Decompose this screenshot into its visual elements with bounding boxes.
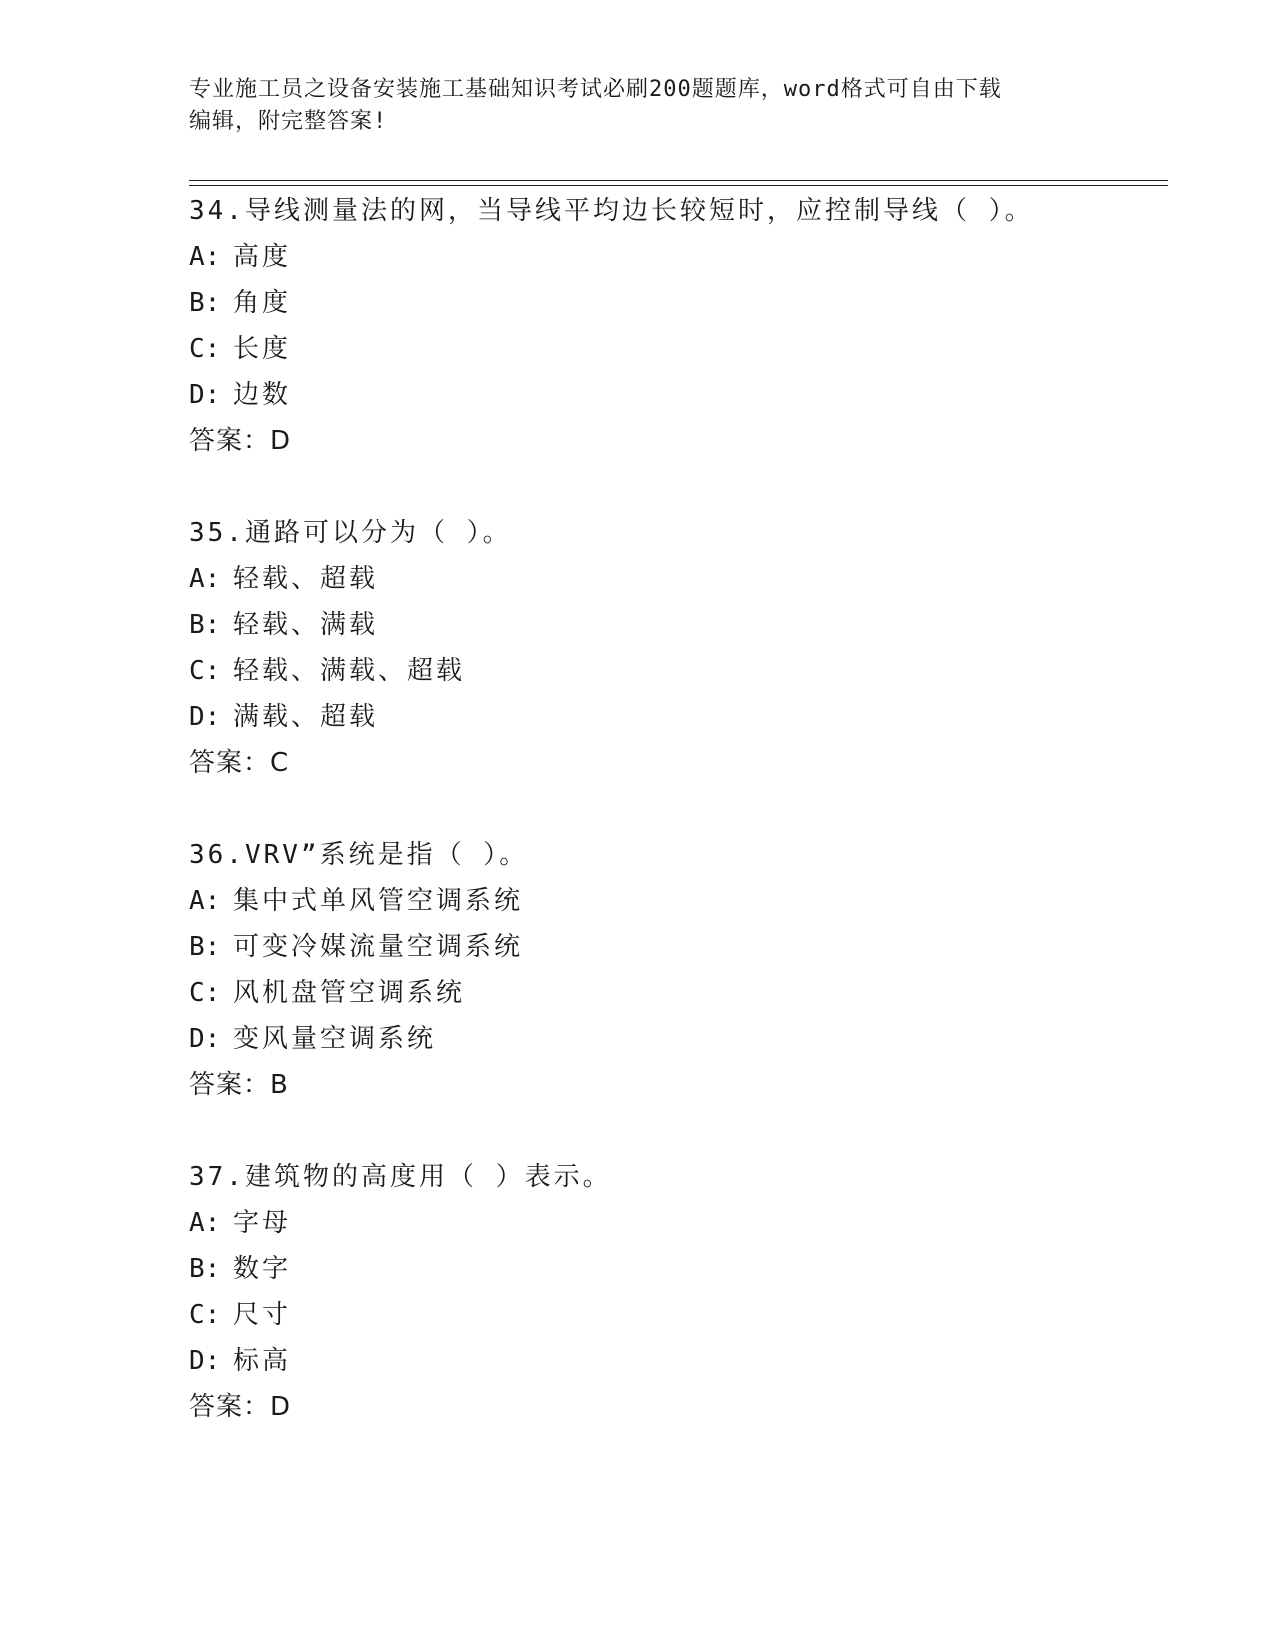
option-b xyxy=(189,1246,1179,1292)
option-text: 轻载、满载、超载 xyxy=(233,656,466,686)
option-letter: C: xyxy=(189,1300,221,1330)
option-a xyxy=(189,556,1179,602)
option-text: 风机盘管空调系统 xyxy=(233,978,466,1008)
answer-line: 答案：C xyxy=(189,748,290,778)
answer-line: 答案：B xyxy=(189,1070,289,1100)
question-34 xyxy=(189,188,1179,464)
question-37 xyxy=(189,1154,1179,1430)
question-36 xyxy=(189,832,1179,1108)
option-a xyxy=(189,234,1179,280)
option-b xyxy=(189,602,1179,648)
option-text: 角度 xyxy=(233,288,292,318)
option-a xyxy=(189,1200,1179,1246)
header-divider-top xyxy=(189,180,1168,181)
option-letter: D: xyxy=(189,380,221,410)
option-text: 轻载、超载 xyxy=(233,564,379,594)
option-b xyxy=(189,924,1179,970)
option-letter: B: xyxy=(189,932,221,962)
option-letter: A: xyxy=(189,886,221,916)
document-header xyxy=(189,74,1089,138)
option-d xyxy=(189,372,1179,418)
option-c xyxy=(189,1292,1179,1338)
option-letter: A: xyxy=(189,564,221,594)
option-letter: B: xyxy=(189,288,221,318)
option-letter: C: xyxy=(189,978,221,1008)
option-d xyxy=(189,694,1179,740)
option-text: 长度 xyxy=(233,334,292,364)
header-line-2: 编辑，附完整答案! xyxy=(189,109,388,134)
option-letter: D: xyxy=(189,1346,221,1376)
option-letter: A: xyxy=(189,242,221,272)
option-a xyxy=(189,878,1179,924)
option-c xyxy=(189,970,1179,1016)
option-letter: A: xyxy=(189,1208,221,1238)
option-c xyxy=(189,326,1179,372)
option-letter: D: xyxy=(189,1024,221,1054)
question-text: 34.导线测量法的网，当导线平均边长较短时，应控制导线（ ）。 xyxy=(189,196,1034,226)
option-text: 可变冷媒流量空调系统 xyxy=(233,932,524,962)
option-text: 数字 xyxy=(233,1254,292,1284)
option-text: 字母 xyxy=(233,1208,292,1238)
option-text: 高度 xyxy=(233,242,292,272)
option-letter: C: xyxy=(189,656,221,686)
header-line-1: 专业施工员之设备安装施工基础知识考试必刷200题题库，word格式可自由下载 xyxy=(189,77,1002,102)
option-letter: C: xyxy=(189,334,221,364)
question-text: 35.通路可以分为（ ）。 xyxy=(189,518,512,548)
option-text: 轻载、满载 xyxy=(233,610,379,640)
option-text: 标高 xyxy=(233,1346,292,1376)
header-divider-bottom xyxy=(189,185,1168,186)
option-b xyxy=(189,280,1179,326)
option-text: 边数 xyxy=(233,380,292,410)
option-text: 满载、超载 xyxy=(233,702,379,732)
answer-line: 答案：D xyxy=(189,426,292,456)
question-text: 36.VRV”系统是指（ ）。 xyxy=(189,840,529,870)
option-text: 变风量空调系统 xyxy=(233,1024,437,1054)
answer-line: 答案：D xyxy=(189,1392,292,1422)
option-d xyxy=(189,1338,1179,1384)
option-text: 集中式单风管空调系统 xyxy=(233,886,524,916)
option-letter: B: xyxy=(189,1254,221,1284)
question-text: 37.建筑物的高度用（ ）表示。 xyxy=(189,1162,612,1192)
option-d xyxy=(189,1016,1179,1062)
option-text: 尺寸 xyxy=(233,1300,292,1330)
question-35 xyxy=(189,510,1179,786)
option-letter: D: xyxy=(189,702,221,732)
option-letter: B: xyxy=(189,610,221,640)
option-c xyxy=(189,648,1179,694)
